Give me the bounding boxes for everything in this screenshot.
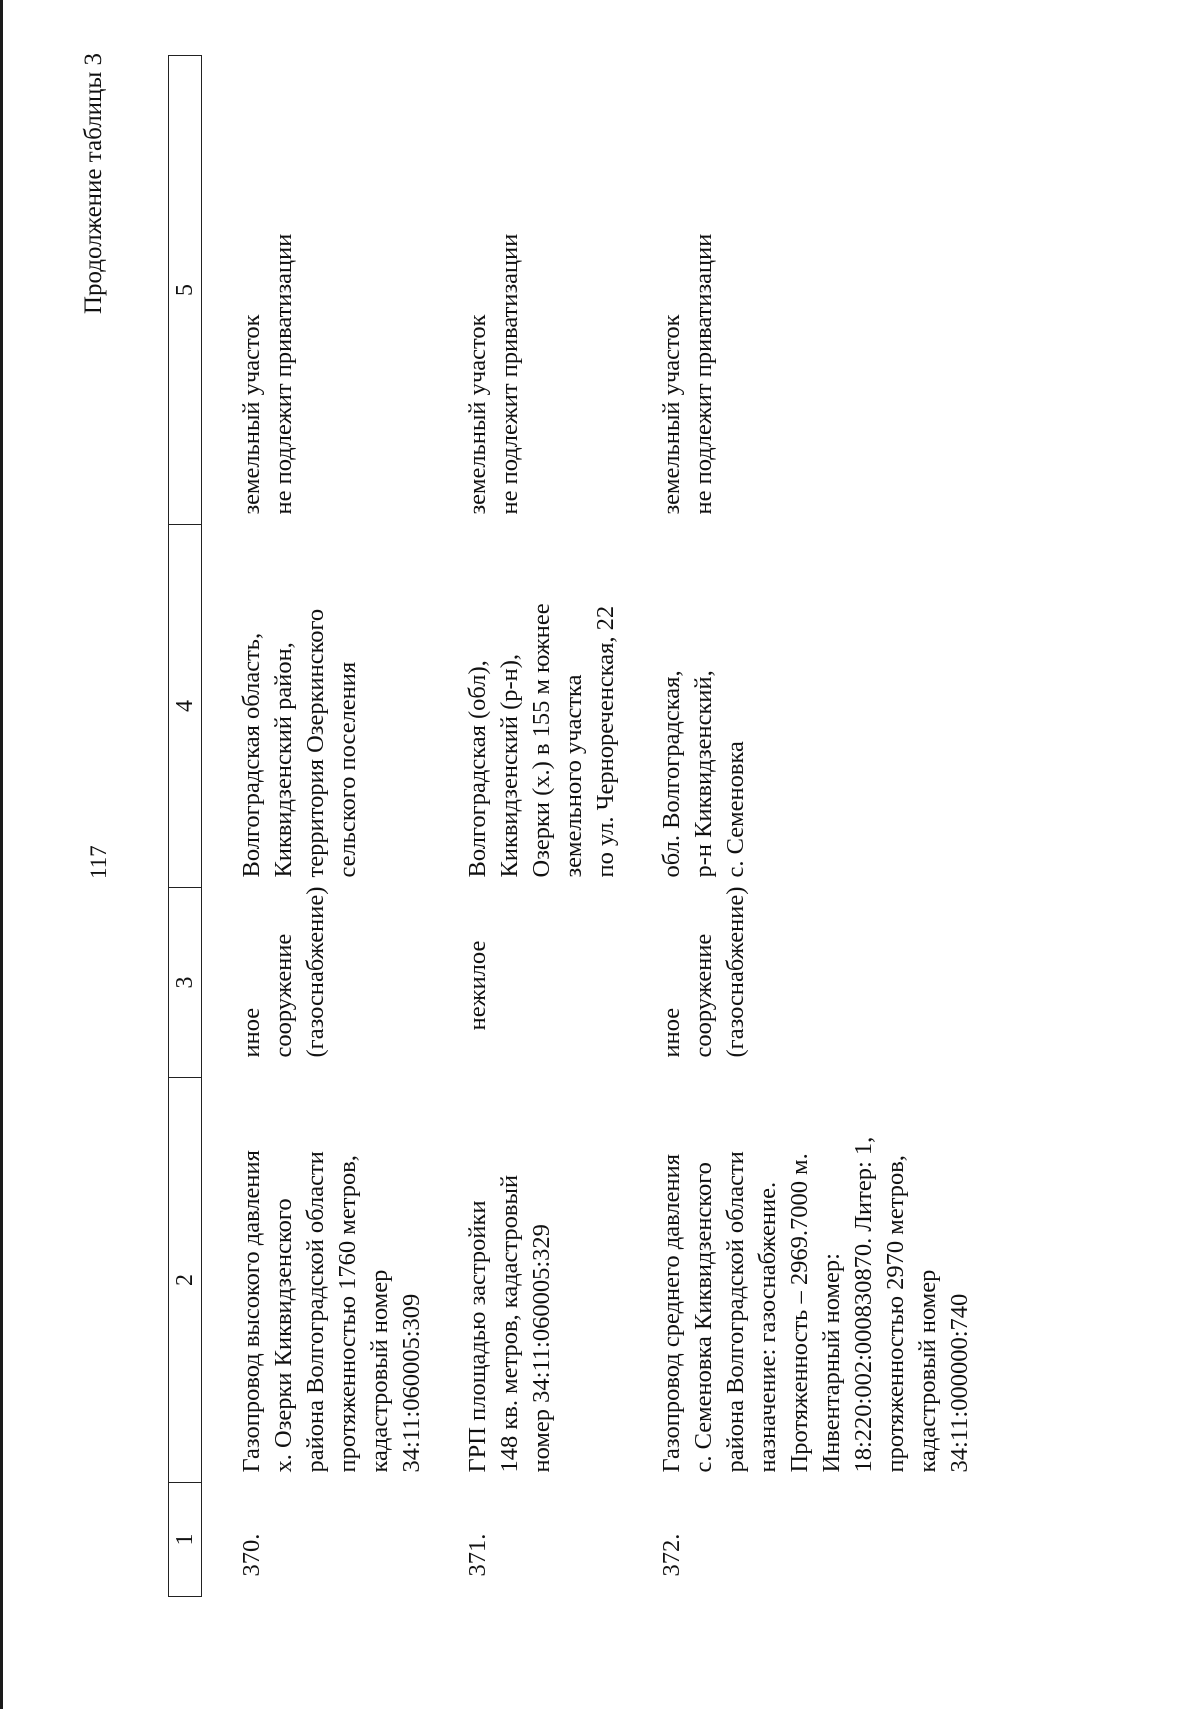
object-note: земельный участок не подлежит приватизации bbox=[238, 233, 297, 515]
col-header-4: 4 bbox=[169, 525, 202, 888]
col-header-2: 2 bbox=[169, 1078, 202, 1483]
row-number: 372. bbox=[658, 1533, 685, 1577]
table-continuation-label: Продолжение таблицы 3 bbox=[80, 53, 107, 315]
col-header-5: 5 bbox=[169, 56, 202, 525]
property-table bbox=[168, 55, 976, 1597]
object-note: земельный участок не подлежит приватизации bbox=[464, 233, 523, 515]
object-kind: нежилое bbox=[464, 940, 491, 1031]
object-name: ГРП площадью застройки 148 кв. метров, кадастровый номер 34:11:060005:329 bbox=[464, 1174, 555, 1473]
col-header-1: 1 bbox=[169, 1483, 202, 1597]
page-number: 117 bbox=[86, 845, 111, 879]
object-address: обл. Волгоградская, р-н Киквидзенский, с. Семеновка bbox=[658, 670, 749, 878]
table-row bbox=[428, 56, 622, 1597]
object-kind: иное сооружение (газоснабжение) bbox=[658, 886, 749, 1058]
table-row bbox=[622, 56, 976, 1597]
object-kind: иное сооружение (газоснабжение) bbox=[238, 886, 329, 1058]
col-header-3: 3 bbox=[169, 888, 202, 1078]
object-address: Волгоградская (обл), Киквидзенский (р-н), Озерки (х.) в 155 м южнее земельного участка по ул. Черноречeнская, 22 bbox=[464, 603, 619, 878]
row-number: 371. bbox=[464, 1533, 491, 1577]
table-row bbox=[202, 56, 429, 1597]
object-name: Газопровод высокого давления х. Озерки Киквидзенского района Волгоградской области протяженностью 1760 метров, кадастровый номер 34:11:060005:309 bbox=[238, 1150, 425, 1473]
object-name: Газопровод среднего давления с. Семеновка Киквидзенского района Волгоградской области назначение: газоснабжение. Протяженность – 2969.7000 м. Инвентарный номер: 18:220:002:000830870. Литер: 1, протяженностью 2970 метров, кадастровый номер 34:11:000000:740 bbox=[658, 1136, 973, 1473]
table-header-row bbox=[169, 56, 202, 1597]
row-number: 370. bbox=[238, 1533, 265, 1577]
object-address: Волгоградская область, Киквидзенский район, территория Озеркинского сельского поселения bbox=[238, 608, 361, 878]
object-note: земельный участок не подлежит приватизации bbox=[658, 233, 717, 515]
